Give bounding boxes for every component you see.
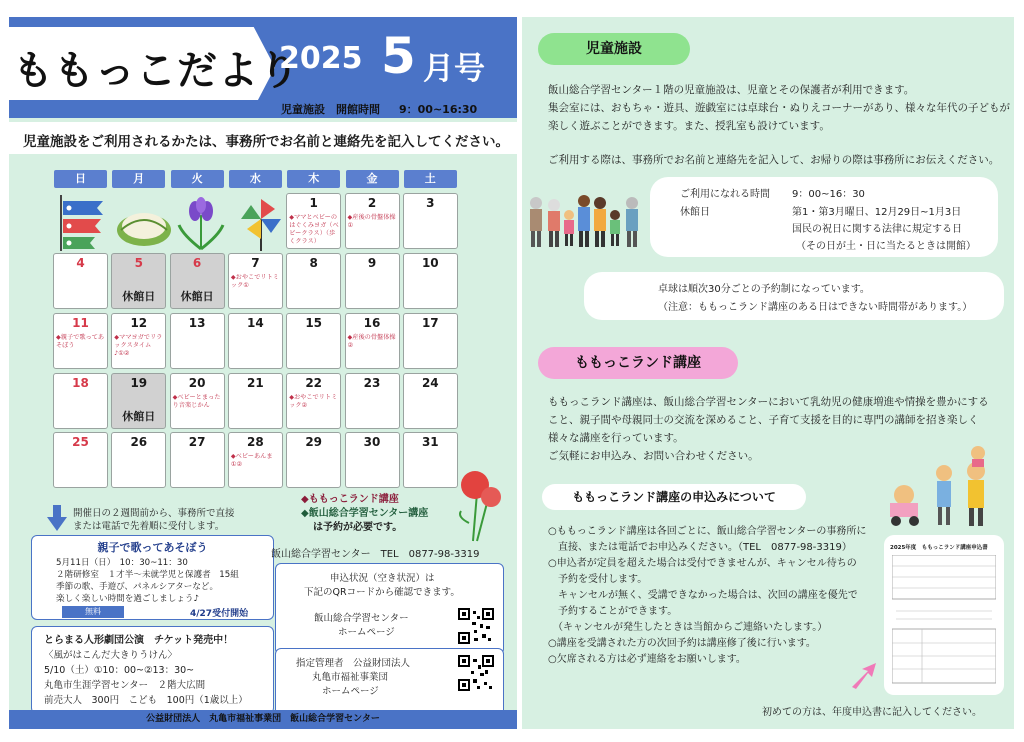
event-line: 季節の歌、手遊び、パネルシアターなど。: [56, 582, 219, 592]
carp-streamer-icon: [55, 193, 111, 253]
application-item: 予約を受付します。: [548, 574, 648, 585]
weekday-header: 金: [346, 170, 399, 188]
calendar-day: [403, 373, 458, 429]
application-item: キャンセルが無く、受講できなかった場合は、次回の講座を優先で: [548, 590, 858, 601]
usage-notice: 児童施設をご利用されるかたは、事務所でお名前と連絡先を記入してください。: [9, 122, 517, 154]
reservation-note: [301, 493, 428, 535]
family-illustration-icon: [526, 189, 646, 251]
weekday-header: 日: [54, 170, 107, 188]
hours-card: [650, 177, 998, 257]
day-number: 7: [251, 256, 260, 270]
calendar-day: [345, 193, 400, 249]
day-number: 14: [247, 316, 264, 330]
fee-badge: 無料: [62, 606, 124, 618]
qr-line: ホームページ: [322, 686, 379, 697]
course-text: ももっこランド講座は、飯山総合学習センターにおいて乳幼児の健康増進や情操を豊かにする: [548, 396, 989, 408]
application-item: （キャンセルが発生したときは当館からご連絡いたします。）: [548, 622, 828, 633]
day-number: 25: [72, 435, 89, 449]
table-note: 卓球は順次30分ごとの予約制になっています。: [658, 284, 870, 295]
puppet-line: 丸亀市生涯学習センター ２階大広間: [44, 680, 206, 691]
weekday-header: 木: [287, 170, 340, 188]
reserve-line: は予約が必要です。: [313, 522, 403, 533]
calendar-day: [170, 432, 225, 488]
qr-line: 下記のQRコードから確認できます。: [304, 587, 460, 598]
down-arrow-icon: [47, 505, 67, 531]
day-number: 31: [421, 435, 439, 449]
closed-label: 休館日: [680, 207, 710, 218]
kashiwa-mochi-icon: [115, 200, 173, 248]
calendar-day: [403, 193, 458, 249]
course-text: こと、親子間や母親同士の交流を深めること、子育て支援を目的に専門の講師を招き楽しく: [548, 414, 979, 426]
calendar-day: [403, 313, 458, 369]
event-line: 楽しく楽しい時間を過ごしましょう♪: [56, 594, 199, 604]
calendar-day: [111, 432, 166, 488]
pink-arrow-icon: [848, 661, 876, 691]
day-event: ◆産後の骨盤体操②: [347, 334, 396, 349]
day-number: 28: [247, 435, 264, 449]
day-number: 4: [76, 256, 85, 270]
footer: 公益財団法人 丸亀市福祉事業団 飯山総合学習センター: [9, 710, 517, 729]
calendar-day: [228, 373, 283, 429]
facility-text: 集会室には、おもちゃ・遊具、遊戯室には卓球台・ぬりえコーナーがあり、様々な年代の子どもが: [548, 102, 1010, 114]
hours-value: 9：00~16：30: [792, 189, 865, 200]
calendar-day: [111, 373, 166, 429]
issue-month: 5: [381, 27, 416, 85]
qr-line: ホームページ: [338, 627, 395, 638]
apply-note-line: または電話で先着順に受付します。: [73, 521, 225, 532]
calendar-day: [286, 253, 341, 309]
day-number: 16: [363, 316, 381, 330]
closed-value: （その日が土・日に当たるときは開館）: [796, 241, 976, 252]
course-text: 様々な講座を行っています。: [548, 432, 684, 444]
qr-line: 指定管理者 公益財団法人: [296, 658, 411, 669]
course-text: ご気軽にお申込み、お問い合わせください。: [548, 450, 759, 462]
iris-flower-icon: [173, 195, 229, 251]
day-number: 15: [305, 316, 323, 330]
closed-label: 休館日: [180, 290, 214, 303]
day-number: 10: [421, 256, 439, 270]
calendar-day: [286, 193, 341, 249]
weekday-header: 火: [171, 170, 224, 188]
hours-label: ご利用になれる時間: [680, 189, 770, 200]
event-line: ２階研修室 １才半～未就学児と保護者 15組: [56, 570, 239, 580]
day-number: 3: [426, 196, 435, 210]
calendar-day: [345, 313, 400, 369]
day-number: 11: [72, 316, 89, 330]
pinwheel-icon: [235, 195, 287, 251]
hours-label: 児童施設 開館時間: [281, 103, 380, 116]
day-number: 26: [130, 435, 148, 449]
calendar-day: [286, 432, 341, 488]
apply-note-line: 開催日の２週間前から、事務所で直接: [73, 508, 235, 519]
day-event: ◆おやこでリトミック①: [230, 274, 279, 289]
newsletter-title: ももっこだより: [13, 48, 300, 94]
calendar-day: [170, 253, 225, 309]
calendar-day: [53, 313, 108, 369]
day-number: 23: [363, 376, 381, 390]
day-number: 9: [367, 256, 377, 270]
reserve-line: ◆ももっこランド講座: [301, 494, 399, 505]
day-number: 1: [309, 196, 318, 210]
section-title-facility: 児童施設: [538, 33, 690, 65]
reserve-line: ◆飯山総合学習センター講座: [301, 508, 429, 519]
day-event: ◆おやこでリトミック②: [289, 394, 338, 409]
calendar-day: [170, 313, 225, 369]
qr-code-icon[interactable]: [458, 655, 494, 691]
puppet-show-box: [31, 626, 274, 714]
issue-year: 2025: [279, 41, 363, 76]
section-title-course: ももっこランド講座: [538, 347, 738, 379]
calendar-day: [345, 373, 400, 429]
form-title: 2025年度 ももっこランド講座申込書: [890, 545, 988, 551]
puppet-title: とらまる人形劇団公演 チケット発売中！: [44, 635, 234, 646]
closed-label: 休館日: [122, 290, 156, 303]
reception-start: 4/27受付開始: [190, 609, 249, 619]
weekday-header: 月: [112, 170, 165, 188]
qr-line: 丸亀市福祉事業団: [312, 672, 389, 683]
day-number: 5: [134, 256, 143, 270]
application-item: 予約することができます。: [548, 606, 678, 617]
calendar-day: [345, 253, 400, 309]
event-line: 5月11日（日） 10：30~11：30: [56, 558, 188, 568]
qr-box-status: [275, 563, 504, 655]
calendar-day: [403, 253, 458, 309]
qr-box-operator: [275, 648, 504, 718]
day-event: ◆産後の骨盤体操①: [347, 214, 396, 229]
right-page: [522, 17, 1014, 729]
qr-code-icon[interactable]: [458, 608, 494, 644]
application-item: ○ももっこランド講座は各回ごとに、飯山総合学習センターの事務所に: [548, 526, 867, 537]
calendar-day: [111, 313, 166, 369]
day-number: 8: [309, 256, 318, 270]
hours-value: 9：00~16:30: [399, 103, 478, 116]
application-item: ○申込者が定員を超えた場合は受付できませんが、キャンセル待ちの: [548, 558, 857, 569]
hours-bar: [9, 100, 517, 118]
day-number: 6: [192, 256, 202, 270]
table-note: （注意：ももっこランド講座のある日はできない時間帯があります。）: [658, 302, 973, 313]
left-page: [9, 17, 517, 729]
section-title-application: ももっこランド講座の申込みについて: [542, 484, 806, 510]
family-stroller-icon: [884, 443, 1004, 529]
closed-value: 第1・第3月曜日、12月29日~1月3日: [792, 207, 962, 218]
calendar-day: [228, 432, 283, 488]
day-number: 13: [188, 316, 206, 330]
day-event: ◆ママとベビーのはぐくみヨガ（ベビークラス）（歩くクラス）: [289, 214, 339, 245]
application-item: 直接、または電話でお申込みください。（TEL 0877-98-3319）: [548, 542, 852, 553]
issue-month-suffix: 月号: [423, 51, 485, 87]
qr-line: 申込状況（空き状況）は: [330, 573, 435, 584]
day-number: 18: [72, 376, 89, 390]
day-number: 2: [367, 196, 377, 210]
facility-text: 楽しく遊ぶことができます。また、授乳室も設けています。: [548, 120, 830, 132]
calendar-day: [345, 432, 400, 488]
event-box-sing: [31, 535, 274, 620]
day-number: 29: [305, 435, 323, 449]
application-form-thumbnail: [884, 535, 1004, 695]
qr-line: 飯山総合学習センター: [314, 613, 409, 624]
application-list: [548, 524, 866, 668]
first-time-note: 初めての方は、年度申込書に記入してください。: [762, 707, 982, 718]
calendar-day: [53, 432, 108, 488]
closed-value: 国民の祝日に関する法律に規定する日: [792, 224, 962, 235]
calendar-day: [53, 373, 108, 429]
facility-text: ご利用する際は、事務所でお名前と連絡先を記入して、お帰りの際は事務所にお伝えください。: [548, 154, 1000, 166]
calendar-day: [228, 313, 283, 369]
weekday-header: 土: [404, 170, 457, 188]
day-event: ◆ベビーあんま①②: [230, 453, 273, 468]
calendar-day: [286, 313, 341, 369]
weekday-header: 水: [229, 170, 282, 188]
calendar-day: [228, 253, 283, 309]
table-tennis-card: [584, 272, 1004, 320]
day-number: 20: [188, 376, 206, 390]
facility-text: 飯山総合学習センター１階の児童施設は、児童とその保護者が利用できます。: [548, 84, 915, 96]
day-number: 19: [130, 376, 148, 390]
day-number: 27: [188, 435, 206, 449]
application-item: ○講座を受講された方の次回予約は講座修了後に行います。: [548, 638, 816, 649]
day-number: 17: [421, 316, 439, 330]
form-lines-icon: [892, 555, 996, 687]
calendar-day: [170, 373, 225, 429]
day-event: ◆親子で歌ってあそぼう: [56, 334, 105, 349]
day-number: 30: [363, 435, 381, 449]
center-phone: 飯山総合学習センター TEL 0877-98-3319: [271, 549, 480, 560]
puppet-line: 5/10（土）①10：00~②13：30~: [44, 665, 195, 676]
calendar-day: [53, 253, 108, 309]
application-item: ○欠席される方は必ず連絡をお願いします。: [548, 654, 746, 665]
day-number: 24: [421, 376, 439, 390]
day-event: ◆ママヨガでリラックスタイム♪①②: [114, 334, 163, 357]
day-number: 21: [247, 376, 264, 390]
carnation-icon: [447, 463, 507, 543]
calendar-day: [111, 253, 166, 309]
day-number: 12: [130, 316, 148, 330]
day-event: ◆ベビーとまったり音楽じかん: [172, 394, 221, 409]
event-title: 親子で歌ってあそぼう: [97, 541, 208, 554]
calendar-day: [286, 373, 341, 429]
puppet-line: 前売大人 300円 こども 100円（1歳以上）: [44, 695, 248, 706]
day-number: 22: [305, 376, 323, 390]
puppet-line: 〈風がはこんだ大きりうけん〉: [44, 650, 178, 661]
apply-note: [73, 507, 235, 533]
closed-label: 休館日: [122, 410, 156, 423]
